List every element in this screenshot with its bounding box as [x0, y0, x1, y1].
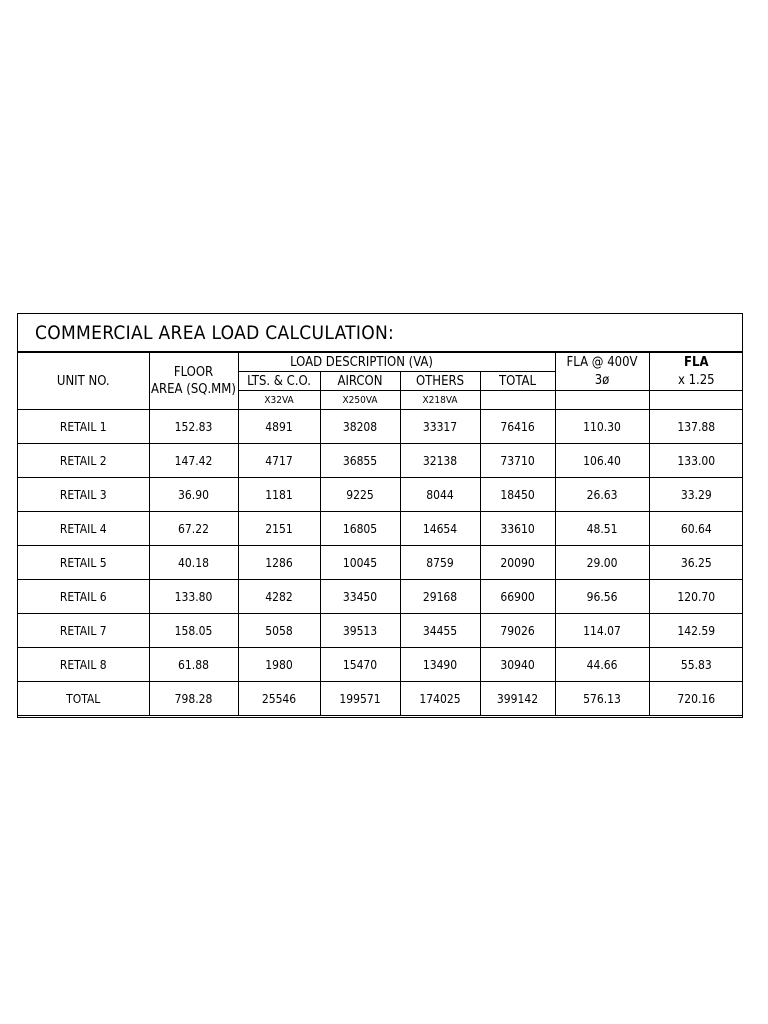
- aircon-cell: 9225: [320, 478, 400, 512]
- unit-cell: RETAIL 5: [18, 546, 149, 580]
- area-cell: 133.80: [149, 580, 238, 614]
- fla-cell: 106.40: [555, 444, 649, 478]
- fla125-cell: 60.64: [649, 512, 743, 546]
- others-cell: 33317: [400, 410, 480, 444]
- aircon-cell: 38208: [320, 410, 400, 444]
- total-cell: 18450: [480, 478, 555, 512]
- area-cell: 67.22: [149, 512, 238, 546]
- aircon-cell: 15470: [320, 648, 400, 682]
- table-row: [18, 648, 743, 682]
- total-header: TOTAL: [480, 372, 555, 391]
- unit-cell: RETAIL 7: [18, 614, 149, 648]
- fla-factor-empty: [555, 391, 649, 410]
- unit-cell: RETAIL 8: [18, 648, 149, 682]
- three-phase-header: 3ø: [555, 372, 649, 391]
- area-cell: 152.83: [149, 410, 238, 444]
- area-cell: 158.05: [149, 614, 238, 648]
- fla125-cell: 133.00: [649, 444, 743, 478]
- aircon-cell: 16805: [320, 512, 400, 546]
- fla-cell: 29.00: [555, 546, 649, 580]
- others-header: OTHERS: [400, 372, 480, 391]
- table-row: [18, 614, 743, 648]
- total-cell: 66900: [480, 580, 555, 614]
- aircon-cell: 199571: [320, 682, 400, 716]
- load-description-header: LOAD DESCRIPTION (VA): [238, 353, 555, 372]
- fla125-cell: 36.25: [649, 546, 743, 580]
- unit-no-header: UNIT NO.: [18, 353, 149, 410]
- lts-cell: 5058: [238, 614, 320, 648]
- aircon-header: AIRCON: [320, 372, 400, 391]
- fla125-cell: 137.88: [649, 410, 743, 444]
- total-row: [18, 682, 743, 716]
- load-table: [18, 352, 743, 716]
- others-cell: 14654: [400, 512, 480, 546]
- total-factor-empty: [480, 391, 555, 410]
- lts-co-header: LTS. & C.O.: [238, 372, 320, 391]
- area-cell: 40.18: [149, 546, 238, 580]
- sheet-title: COMMERCIAL AREA LOAD CALCULATION:: [18, 314, 742, 352]
- fla125-factor-empty: [649, 391, 743, 410]
- total-cell: 20090: [480, 546, 555, 580]
- others-cell: 8044: [400, 478, 480, 512]
- fla125-cell: 720.16: [649, 682, 743, 716]
- lts-cell: 25546: [238, 682, 320, 716]
- aircon-cell: 33450: [320, 580, 400, 614]
- area-cell: 36.90: [149, 478, 238, 512]
- unit-cell: RETAIL 3: [18, 478, 149, 512]
- others-cell: 174025: [400, 682, 480, 716]
- fla125-cell: 142.59: [649, 614, 743, 648]
- unit-cell: RETAIL 2: [18, 444, 149, 478]
- lts-cell: 1980: [238, 648, 320, 682]
- lts-cell: 1286: [238, 546, 320, 580]
- fla-cell: 26.63: [555, 478, 649, 512]
- aircon-cell: 10045: [320, 546, 400, 580]
- fla125-cell: 55.83: [649, 648, 743, 682]
- lts-cell: 4891: [238, 410, 320, 444]
- unit-cell: RETAIL 6: [18, 580, 149, 614]
- table-row: [18, 546, 743, 580]
- total-cell: 33610: [480, 512, 555, 546]
- others-cell: 13490: [400, 648, 480, 682]
- floor-header-line2: AREA (SQ.MM): [151, 382, 236, 397]
- unit-cell: RETAIL 1: [18, 410, 149, 444]
- others-cell: 8759: [400, 546, 480, 580]
- unit-cell: RETAIL 4: [18, 512, 149, 546]
- fla-cell: 96.56: [555, 580, 649, 614]
- total-cell: 79026: [480, 614, 555, 648]
- fla-cell: 114.07: [555, 614, 649, 648]
- table-row: [18, 580, 743, 614]
- fla125-cell: 120.70: [649, 580, 743, 614]
- lts-cell: 2151: [238, 512, 320, 546]
- others-cell: 34455: [400, 614, 480, 648]
- others-cell: 29168: [400, 580, 480, 614]
- fla-cell: 110.30: [555, 410, 649, 444]
- total-cell: 76416: [480, 410, 555, 444]
- total-cell: 30940: [480, 648, 555, 682]
- fla-cell: 48.51: [555, 512, 649, 546]
- table-row: [18, 478, 743, 512]
- lts-cell: 4717: [238, 444, 320, 478]
- table-row: [18, 512, 743, 546]
- fla-cell: 44.66: [555, 648, 649, 682]
- total-cell: 73710: [480, 444, 555, 478]
- fla-400v-header: FLA @ 400V: [555, 353, 649, 372]
- area-cell: 147.42: [149, 444, 238, 478]
- unit-cell: TOTAL: [18, 682, 149, 716]
- lts-cell: 1181: [238, 478, 320, 512]
- others-cell: 32138: [400, 444, 480, 478]
- aircon-cell: 39513: [320, 614, 400, 648]
- others-factor: X218VA: [400, 391, 480, 410]
- total-cell: 399142: [480, 682, 555, 716]
- load-calculation-sheet: [17, 313, 743, 718]
- floor-header-line1: FLOOR: [173, 365, 214, 380]
- fla-cell: 576.13: [555, 682, 649, 716]
- area-cell: 798.28: [149, 682, 238, 716]
- floor-area-header: [149, 353, 238, 410]
- area-cell: 61.88: [149, 648, 238, 682]
- aircon-cell: 36855: [320, 444, 400, 478]
- lts-factor: X32VA: [238, 391, 320, 410]
- table-row: [18, 410, 743, 444]
- fla-header: FLA: [649, 353, 743, 372]
- lts-cell: 4282: [238, 580, 320, 614]
- aircon-factor: X250VA: [320, 391, 400, 410]
- table-row: [18, 444, 743, 478]
- fla125-cell: 33.29: [649, 478, 743, 512]
- x125-header: x 1.25: [649, 372, 743, 391]
